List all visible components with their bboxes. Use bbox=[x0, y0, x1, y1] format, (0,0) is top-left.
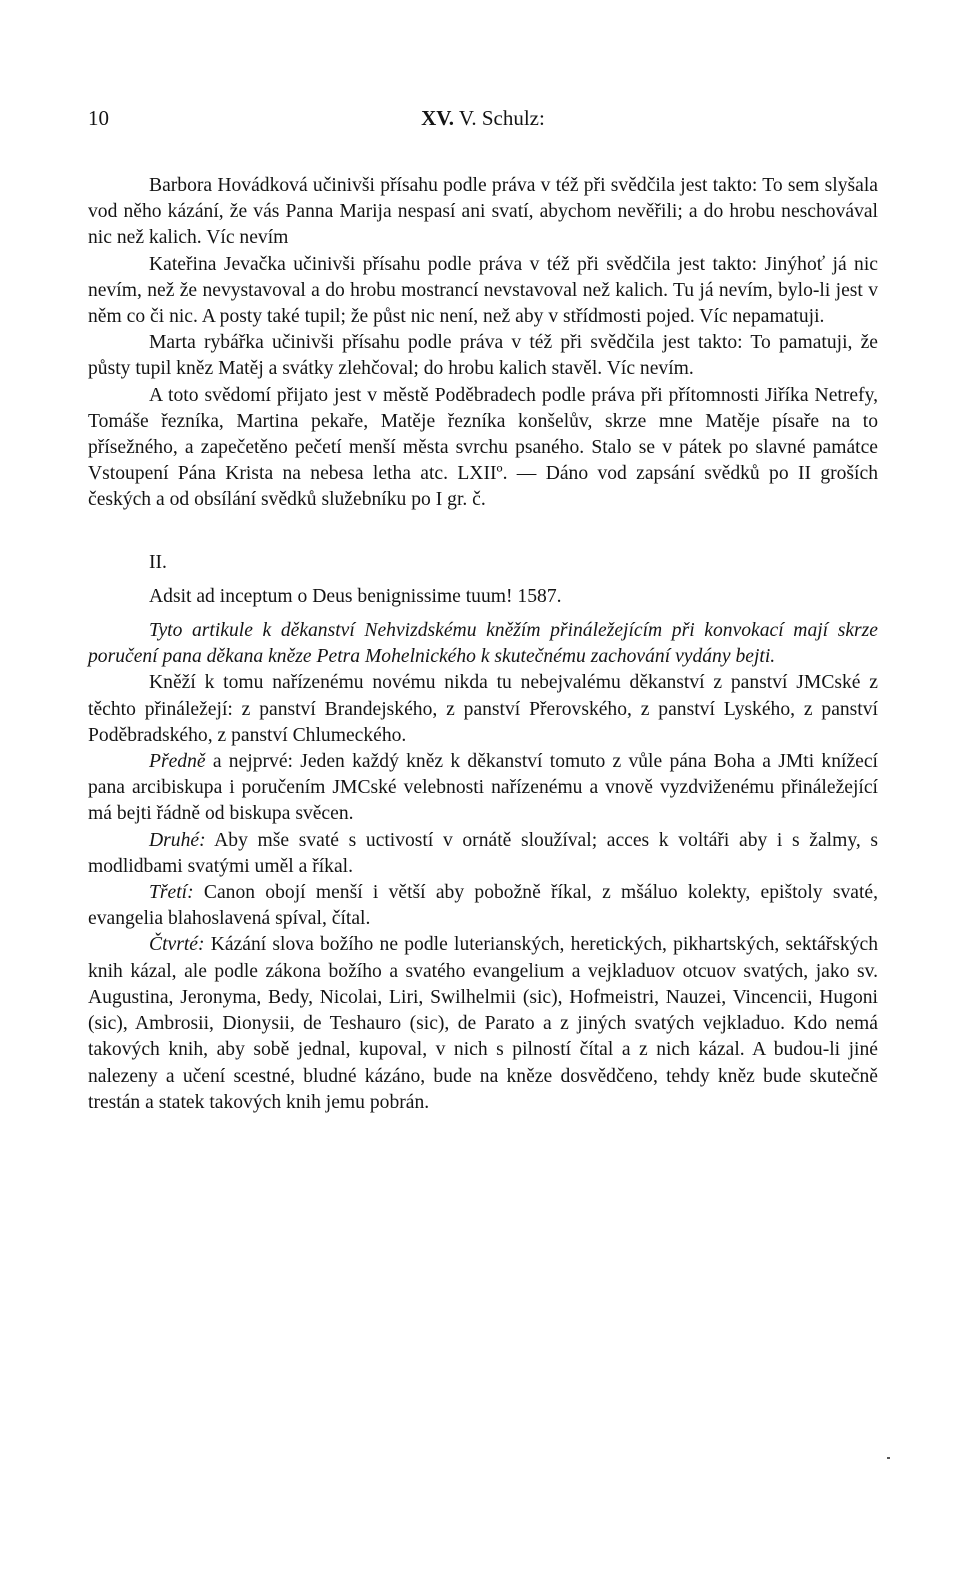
article-paragraph bbox=[88, 749, 878, 828]
page-number: 10 bbox=[88, 106, 109, 130]
section-intro: Kněží k tomu nařízenému novému nikda tu nebejvalému děkanství z panství JMCské z těchto přináležejí: z panství Brandejského, z panství Přerovského, z panství Lyského, z panství Poděbradského, z panství Chlumeckého. bbox=[88, 672, 878, 746]
article-label: Třetí: bbox=[149, 882, 194, 904]
section-intro-italic: Tyto artikule k děkanství Nehvizdskému kněžím přináležejícím při konvokací mají skrze poručení pana děkana kněze Petra Mohelnického k skutečnému zachování vydány bejti. bbox=[88, 620, 878, 668]
article-text: Kázání slova božího ne podle luterianských, heretických, pikhartských, sektářských knih kázal, ale podle zákona božího a svatého evangelium a vejkladuov otcuov svatých, jako sv. Augustina, Jeronyma, Bedy, Nicolai, Liri, Swilhelmii (sic), Hofmeistri, Nauzei, Vincencii, Hugoni (sic), Ambrosii, Dionysii, de Teshauro (sic), de Parato a z jiných svatých vejkladuo. Kdo nemá takových knih, aby sobě jednal, kupoval, v nich s pilností čítal a z nich kázal. A budou-li jiné nalezeny a učení scestné, bludné kázáno, bude na kněze dosvědčeno, tehdy kněz bude skutečně trestán a statek takových knih jemu pobrán. bbox=[88, 934, 878, 1113]
testimony-paragraph: Marta rybářka učinivši přísahu podle práva v též při svědčila jest takto: To pamatuji, že půsty tupil kněz Matěj a svátky zlehčoval; do hrobu kalich stavěl. Víc nevím. bbox=[88, 332, 878, 380]
article-label: Druhé: bbox=[149, 829, 206, 851]
testimony-paragraph: Kateřina Jevačka učinivši přísahu podle práva v též při svědčila jest takto: Jinýhoť já nic nevím, než že nevystavoval a do hrobu mostrancí nevstavoval než kalich. Tu já nevím, bylo-li jest v něm co či nic. A posty také tupil; že půst nic není, než aby v střídmosti pojed. Víc nepamatuji. bbox=[88, 253, 878, 328]
article-text: a nejprvé: Jeden každý kněz k děkanství tomuto z vůle pána Boha a JMti knížecí pana arcibiskupa i poručením JMCské velebnosti nařízenému a vnově vyzdviženému přináležející má bejti řádně od biskupa svěcen. bbox=[88, 751, 878, 825]
record-paragraph: A toto svědomí přijato jest v městě Poděbradech podle práva při přítomnosti Jiříka Netrefy, Tomáše řezníka, Martina pekaře, Matěje řezníka konšelův, skrze mne Matěje písaře na to přísežného, a zapečetěno pečetí menší města svrchu psaného. Stalo se v pátek po slavné památce Vstoupení Pána Krista na nebesa letha atc. LXIIº. — Dáno vod zapsání svědků po II groších českých a od obsílání svědků služebníku po I gr. č. bbox=[88, 384, 878, 511]
section-motto: Adsit ad inceptum o Deus benignissime tuum! 1587. bbox=[149, 585, 562, 607]
author-prefix: XV. bbox=[421, 106, 455, 130]
article-label: Čtvrté: bbox=[149, 934, 205, 956]
page-body bbox=[88, 173, 878, 1116]
article-paragraph bbox=[88, 828, 878, 880]
running-title bbox=[88, 106, 878, 131]
section-number: II. bbox=[149, 551, 167, 573]
article-paragraph bbox=[88, 932, 878, 1115]
article-label: Předně bbox=[149, 751, 206, 773]
article-text: Canon obojí menší i větší aby pobožně říkal, z mšáluo kolekty, epištoly svaté, evangelia blahoslavená spíval, čítal. bbox=[88, 882, 878, 930]
running-header bbox=[88, 106, 878, 136]
article-text: Aby mše svaté s uctivostí v ornátě sloužíval; acces k voltáři aby i s žalmy, s modlidbami svatými uměl a říkal. bbox=[88, 829, 878, 877]
article-paragraph bbox=[88, 880, 878, 932]
author-name: V. Schulz: bbox=[458, 106, 545, 130]
testimony-paragraph: Barbora Hovádková učinivši přísahu podle práva v též při svědčila jest takto: To sem slyšala vod něho kázání, že vás Panna Marija nespasí ani svatí, abychom nevěřili; a do hrobu neschovával nic než kalich. Víc nevím bbox=[88, 175, 878, 249]
page-mark bbox=[887, 1457, 890, 1459]
